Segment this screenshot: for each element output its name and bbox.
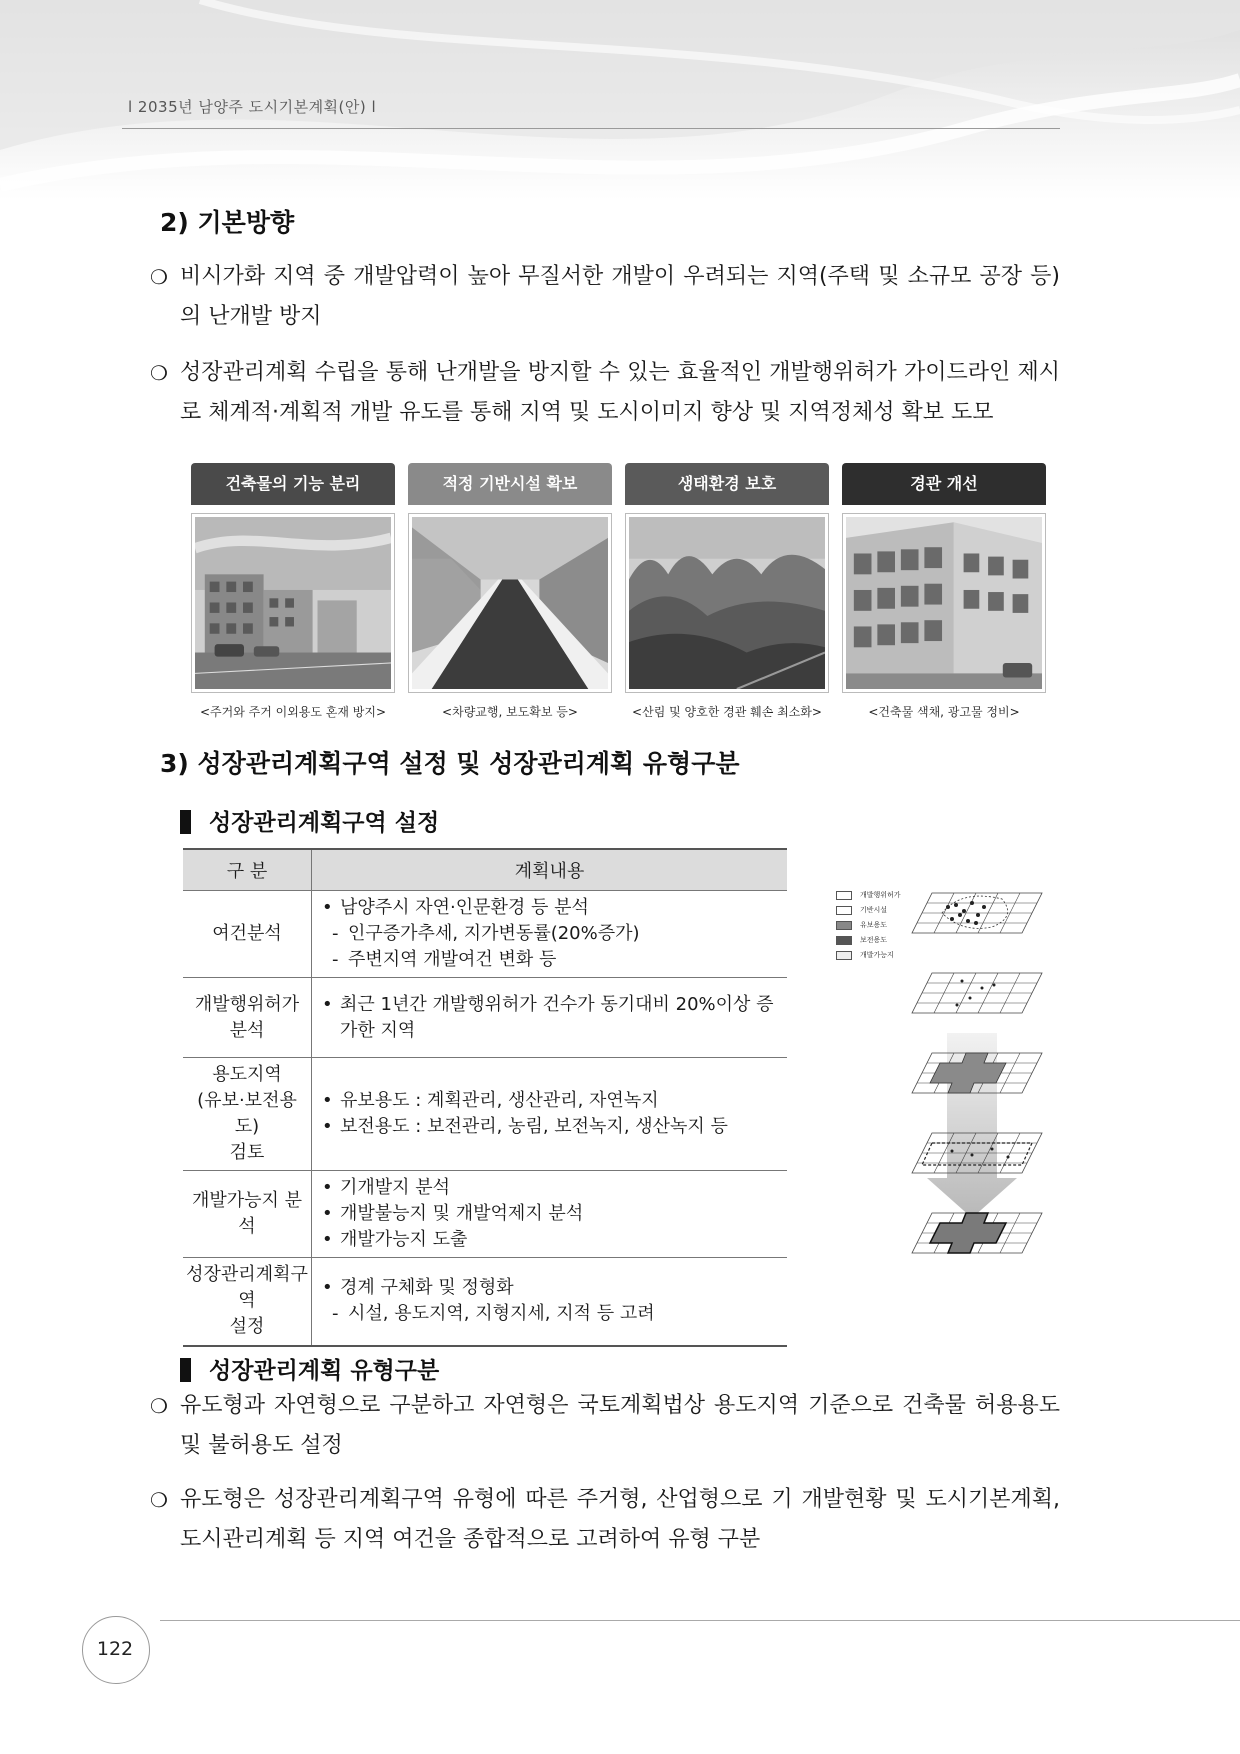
square-bullet-icon — [180, 1358, 191, 1382]
content-item: • 최근 1년간 개발행위허가 건수가 동기대비 20%이상 증가한 지역 — [320, 992, 779, 1044]
content-item: • 개발불능지 및 개발억제지 분석 — [320, 1201, 779, 1227]
legend-item: 보전용도 — [836, 935, 887, 945]
circle-bullet-icon: ❍ — [150, 1488, 168, 1512]
content-subitem: - 시설, 용도지역, 지형지세, 지적 등 고려 — [320, 1301, 779, 1327]
subheading-type-classification: 성장관리계획 유형구분 — [180, 1352, 439, 1385]
content-item: • 경계 구체화 및 정형화 — [320, 1275, 779, 1301]
row-label: 여건분석 — [183, 891, 312, 978]
photo-forest-hills — [625, 513, 829, 693]
picture-label: 건축물의 기능 분리 — [191, 463, 395, 505]
footer-divider — [160, 1620, 1240, 1621]
table-row — [183, 1058, 787, 1171]
legend-item: 개발가능지 — [836, 950, 894, 960]
picture-label: 적정 기반시설 확보 — [408, 463, 612, 505]
subheading-zone-setting: 성장관리계획구역 설정 — [180, 804, 439, 837]
row-label: 성장관리계획구역 설정 — [183, 1258, 312, 1346]
table-row — [183, 978, 787, 1058]
section-heading-basic-direction: 2) 기본방향 — [160, 208, 295, 237]
row-content — [312, 1058, 788, 1171]
running-header: l 2035년 남양주 도시기본계획(안) l — [128, 98, 377, 116]
zone-setting-table — [183, 848, 787, 1347]
picture-ecology — [625, 463, 829, 720]
picture-caption: <산림 및 양호한 경관 훼손 최소화> — [632, 705, 822, 719]
row-content — [312, 1258, 788, 1346]
paragraph-text: 비시가화 지역 중 개발압력이 높아 무질서한 개발이 우려되는 지역(주택 및 소규모 공장 등)의 난개발 방지 — [180, 264, 1060, 329]
page-number: 122 — [96, 1638, 134, 1660]
header-divider — [122, 128, 1060, 129]
section-heading-growth-management: 3) 성장관리계획구역 설정 및 성장관리계획 유형구분 — [160, 749, 740, 778]
table-header-category: 구 분 — [183, 849, 312, 891]
legend-item: 기반시설 — [836, 905, 887, 915]
paragraph-type-2 — [150, 1480, 1060, 1560]
row-content — [312, 978, 788, 1058]
picture-infrastructure — [408, 463, 612, 720]
legend-item: 유보용도 — [836, 920, 887, 930]
table-row — [183, 1171, 787, 1258]
row-content — [312, 891, 788, 978]
zone-setting-process-diagram — [832, 878, 1064, 1278]
photo-renovated-building — [842, 513, 1046, 693]
picture-caption: <주거와 주거 이외용도 혼재 방지> — [199, 705, 387, 719]
grid-stages-graphic — [832, 878, 1064, 1278]
row-label: 용도지역 (유보·보전용도) 검토 — [183, 1058, 312, 1171]
content-item: • 보전용도 : 보전관리, 농림, 보전녹지, 생산녹지 등 — [320, 1114, 779, 1140]
circle-bullet-icon: ❍ — [150, 265, 168, 289]
table-row — [183, 891, 787, 978]
paragraph-type-1 — [150, 1386, 1060, 1466]
content-subitem: - 주변지역 개발여건 변화 등 — [320, 947, 779, 973]
table-row — [183, 1258, 787, 1346]
picture-caption: <건축물 색채, 광고물 정비> — [868, 705, 1020, 719]
circle-bullet-icon: ❍ — [150, 1394, 168, 1418]
picture-caption: <차량교행, 보도확보 등> — [442, 705, 578, 719]
content-item: • 유보용도 : 계획관리, 생산관리, 자연녹지 — [320, 1088, 779, 1114]
legend-item: 개발행위허가 — [836, 890, 901, 900]
paragraph-basic-direction-1 — [150, 257, 1060, 337]
paragraph-text: 유도형은 성장관리계획구역 유형에 따른 주거형, 산업형으로 기 개발현황 및 도시기본계획, 도시관리계획 등 지역 여건을 종합적으로 고려하여 유형 구분 — [180, 1487, 1060, 1552]
row-label: 개발가능지 분석 — [183, 1171, 312, 1258]
row-content — [312, 1171, 788, 1258]
content-item: • 기개발지 분석 — [320, 1175, 779, 1201]
circle-bullet-icon: ❍ — [150, 361, 168, 385]
photo-paved-road — [408, 513, 612, 693]
content-item: • 개발가능지 도출 — [320, 1227, 779, 1253]
paragraph-text: 성장관리계획 수립을 통해 난개발을 방지할 수 있는 효율적인 개발행위허가 가이드라인 제시로 체계적·계획적 개발 유도를 통해 지역 및 도시이미지 향상 및 지역정체성 확보 도모 — [180, 360, 1060, 425]
picture-label: 생태환경 보호 — [625, 463, 829, 505]
content-item: • 남양주시 자연·인문환경 등 분석 — [320, 895, 779, 921]
picture-landscape — [842, 463, 1046, 720]
paragraph-basic-direction-2 — [150, 353, 1060, 433]
content-subitem: - 인구증가추세, 지가변동률(20%증가) — [320, 921, 779, 947]
photo-apartment-street — [191, 513, 395, 693]
picture-function-separation — [191, 463, 395, 720]
table-header-content: 계획내용 — [312, 849, 788, 891]
paragraph-text: 유도형과 자연형으로 구분하고 자연형은 국토계획법상 용도지역 기준으로 건축물 허용용도 및 불허용도 설정 — [180, 1393, 1060, 1458]
square-bullet-icon — [180, 810, 191, 834]
row-label: 개발행위허가 분석 — [183, 978, 312, 1058]
picture-label: 경관 개선 — [842, 463, 1046, 505]
